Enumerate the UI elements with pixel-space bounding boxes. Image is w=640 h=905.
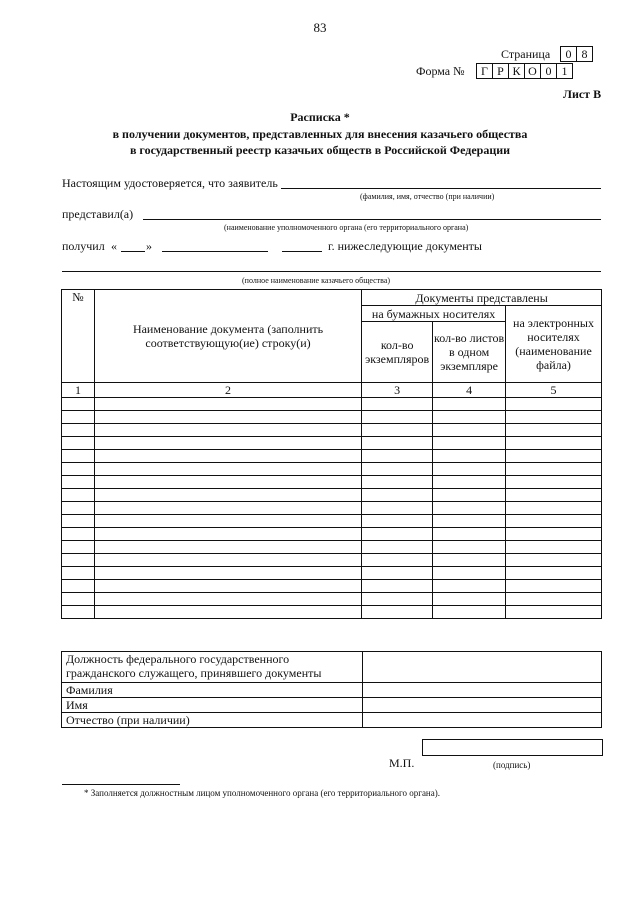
paper-header: на бумажных носителях <box>362 306 506 322</box>
table-row <box>62 489 602 502</box>
form-code-cell: 1 <box>557 64 573 79</box>
table-cell[interactable] <box>94 606 361 619</box>
table-row <box>62 567 602 580</box>
table-row <box>62 593 602 606</box>
submitted-hint: (наименование уполномоченного органа (его территориального органа) <box>224 223 469 232</box>
table-cell[interactable] <box>62 411 95 424</box>
form-code-cell: О <box>525 64 541 79</box>
table-cell[interactable] <box>433 554 506 567</box>
table-row <box>62 437 602 450</box>
position-cell[interactable] <box>362 652 601 683</box>
table-cell[interactable] <box>362 450 433 463</box>
page-digit-cell: 0 <box>561 47 577 62</box>
footnote: * Заполняется должностным лицом уполномоченного органа (его территориального органа). <box>84 788 440 798</box>
table-cell[interactable] <box>94 398 361 411</box>
table-cell[interactable] <box>506 424 602 437</box>
quote-open: « <box>111 239 117 253</box>
table-cell[interactable] <box>506 476 602 489</box>
table-cell[interactable] <box>94 502 361 515</box>
table-cell[interactable] <box>62 502 95 515</box>
table-cell[interactable] <box>62 476 95 489</box>
form-code-cell: Р <box>493 64 509 79</box>
table-cell[interactable] <box>362 567 433 580</box>
title-line2: в получении документов, представленных для внесения казачьего общества <box>112 127 528 141</box>
docs-presented-header: Документы представлены <box>362 290 602 306</box>
table-cell[interactable] <box>506 489 602 502</box>
table-cell[interactable] <box>362 463 433 476</box>
received-suffix: г. нижеследующие документы <box>328 239 482 253</box>
table-cell[interactable] <box>62 528 95 541</box>
name-label: Имя <box>62 698 363 713</box>
column-number-cell: 5 <box>506 383 602 398</box>
applicant-line[interactable] <box>281 188 601 189</box>
table-cell[interactable] <box>94 463 361 476</box>
submitted-line[interactable] <box>143 219 601 220</box>
table-cell[interactable] <box>506 411 602 424</box>
table-cell[interactable] <box>362 398 433 411</box>
table-cell[interactable] <box>506 567 602 580</box>
footnote-divider <box>62 784 180 785</box>
table-row <box>62 528 602 541</box>
table-cell[interactable] <box>362 476 433 489</box>
society-line[interactable] <box>62 271 601 272</box>
table-cell[interactable] <box>362 424 433 437</box>
submitted-label: представил(а) <box>62 207 134 221</box>
table-cell[interactable] <box>94 515 361 528</box>
table-cell[interactable] <box>506 437 602 450</box>
table-row <box>62 541 602 554</box>
table-cell[interactable] <box>362 580 433 593</box>
table-cell[interactable] <box>62 606 95 619</box>
table-cell[interactable] <box>433 463 506 476</box>
table-cell[interactable] <box>62 580 95 593</box>
table-cell[interactable] <box>433 398 506 411</box>
table-row <box>62 463 602 476</box>
name-cell[interactable] <box>362 698 601 713</box>
table-cell[interactable] <box>94 437 361 450</box>
table-cell[interactable] <box>62 489 95 502</box>
sheets-header: кол-во листов в одном экземпляре <box>433 322 506 383</box>
table-cell[interactable] <box>506 515 602 528</box>
page-code-box <box>560 46 593 62</box>
table-cell[interactable] <box>62 554 95 567</box>
table-cell[interactable] <box>433 489 506 502</box>
column-number-cell: 1 <box>62 383 95 398</box>
table-cell[interactable] <box>433 502 506 515</box>
table-cell[interactable] <box>362 489 433 502</box>
form-label: Форма № <box>416 64 465 78</box>
table-cell[interactable] <box>433 567 506 580</box>
table-cell[interactable] <box>506 541 602 554</box>
table-cell[interactable] <box>362 541 433 554</box>
table-row <box>62 580 602 593</box>
table-cell[interactable] <box>433 450 506 463</box>
table-cell[interactable] <box>362 515 433 528</box>
table-row <box>62 606 602 619</box>
page-label: Страница <box>501 47 551 61</box>
table-cell[interactable] <box>506 593 602 606</box>
column-numbers-row <box>62 383 602 398</box>
official-table <box>61 651 602 728</box>
form-code-cell: 0 <box>541 64 557 79</box>
table-cell[interactable] <box>362 606 433 619</box>
patronymic-cell[interactable] <box>362 713 601 728</box>
applicant-label: Настоящим удостоверяется, что заявитель <box>62 176 278 190</box>
signature-box[interactable] <box>422 739 603 756</box>
patronymic-label: Отчество (при наличии) <box>62 713 363 728</box>
table-cell[interactable] <box>362 411 433 424</box>
table-cell[interactable] <box>433 606 506 619</box>
table-cell[interactable] <box>94 541 361 554</box>
column-number-cell: 2 <box>94 383 361 398</box>
table-cell[interactable] <box>506 528 602 541</box>
table-cell[interactable] <box>94 528 361 541</box>
quote-close: » <box>146 239 152 253</box>
table-cell[interactable] <box>433 528 506 541</box>
table-cell[interactable] <box>62 463 95 476</box>
table-cell[interactable] <box>94 450 361 463</box>
table-row <box>62 424 602 437</box>
col-no-header: № <box>62 290 95 383</box>
electronic-header: на электронных носителях (наименование файла) <box>506 306 602 383</box>
table-cell[interactable] <box>62 567 95 580</box>
table-cell[interactable] <box>433 476 506 489</box>
table-cell[interactable] <box>94 567 361 580</box>
table-cell[interactable] <box>62 424 95 437</box>
table-cell[interactable] <box>433 411 506 424</box>
table-cell[interactable] <box>94 411 361 424</box>
table-cell[interactable] <box>506 463 602 476</box>
table-row <box>62 398 602 411</box>
table-cell[interactable] <box>433 437 506 450</box>
table-cell[interactable] <box>433 515 506 528</box>
table-cell[interactable] <box>94 424 361 437</box>
society-hint: (полное наименование казачьего общества) <box>242 276 391 285</box>
table-cell[interactable] <box>62 398 95 411</box>
month-line[interactable] <box>162 251 268 252</box>
signature-hint: (подпись) <box>493 760 531 770</box>
table-cell[interactable] <box>94 593 361 606</box>
table-cell[interactable] <box>62 450 95 463</box>
table-cell[interactable] <box>506 398 602 411</box>
form-code-cell: К <box>509 64 525 79</box>
position-label: Должность федерального государственного гражданского служащего, принявшего документы <box>62 652 363 683</box>
table-cell[interactable] <box>506 606 602 619</box>
table-cell[interactable] <box>433 424 506 437</box>
stamp-label: М.П. <box>389 756 415 770</box>
table-cell[interactable] <box>433 580 506 593</box>
column-number-cell: 3 <box>362 383 433 398</box>
applicant-hint: (фамилия, имя, отчество (при наличии) <box>360 192 495 201</box>
table-cell[interactable] <box>506 450 602 463</box>
table-row <box>62 450 602 463</box>
col-name-header: Наименование документа (заполнить соответствующую(ие) строку(и) <box>94 290 361 383</box>
table-cell[interactable] <box>362 593 433 606</box>
table-cell[interactable] <box>362 437 433 450</box>
form-code-cell: Г <box>477 64 493 79</box>
year-line[interactable] <box>282 251 322 252</box>
table-cell[interactable] <box>94 476 361 489</box>
documents-table <box>61 289 602 619</box>
table-cell[interactable] <box>94 580 361 593</box>
form-code-box <box>476 63 573 79</box>
table-cell[interactable] <box>506 580 602 593</box>
table-cell[interactable] <box>94 554 361 567</box>
table-cell[interactable] <box>62 593 95 606</box>
day-line[interactable] <box>121 251 145 252</box>
table-row <box>62 411 602 424</box>
table-cell[interactable] <box>433 541 506 554</box>
table-cell[interactable] <box>362 502 433 515</box>
surname-label: Фамилия <box>62 683 363 698</box>
title-line3: в государственный реестр казачьих обществ в Российской Федерации <box>129 143 511 157</box>
table-cell[interactable] <box>362 528 433 541</box>
table-row <box>62 515 602 528</box>
table-cell[interactable] <box>362 554 433 567</box>
table-row <box>62 502 602 515</box>
table-cell[interactable] <box>433 593 506 606</box>
table-row <box>62 476 602 489</box>
copies-header: кол-во экземпляров <box>362 322 433 383</box>
table-row <box>62 554 602 567</box>
title-line1: Расписка * <box>290 110 350 124</box>
table-cell[interactable] <box>506 554 602 567</box>
column-number-cell: 4 <box>433 383 506 398</box>
received-prefix: получил <box>62 239 105 253</box>
table-cell[interactable] <box>506 502 602 515</box>
table-cell[interactable] <box>62 541 95 554</box>
page-number: 83 <box>313 20 327 35</box>
table-cell[interactable] <box>62 437 95 450</box>
page-digit-cell: 8 <box>577 47 593 62</box>
surname-cell[interactable] <box>362 683 601 698</box>
table-cell[interactable] <box>62 515 95 528</box>
table-cell[interactable] <box>94 489 361 502</box>
sheet-label: Лист В <box>563 87 602 101</box>
